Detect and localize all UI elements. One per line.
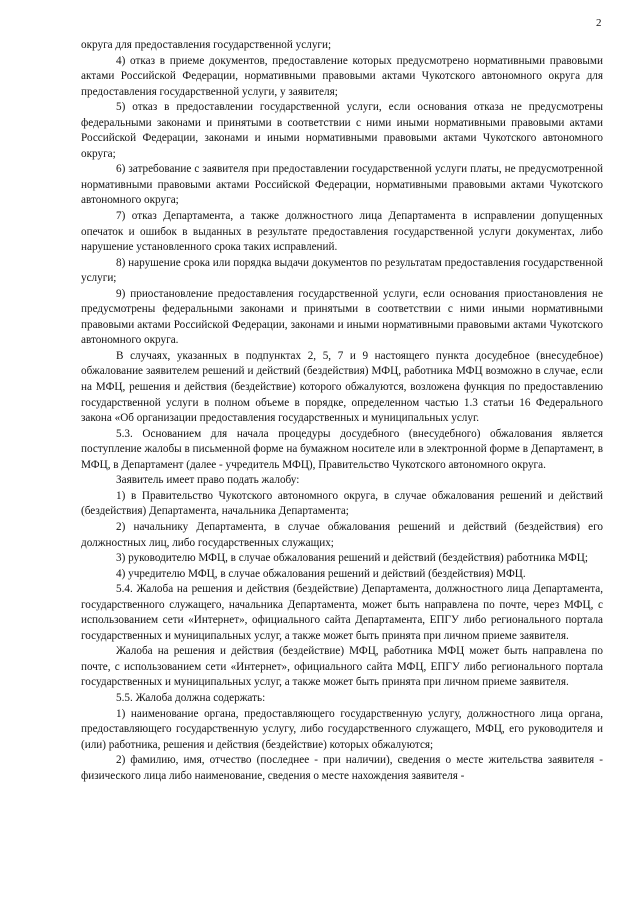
paragraph-item-4: 4) отказ в приеме документов, предоставление которых предусмотрено нормативными правовыми актами Российской Федерации, нормативными правовыми актами Чукотского автономного округа для предоставления государственной услуги, у заявителя; bbox=[81, 54, 603, 98]
document-body bbox=[81, 38, 603, 784]
page-number: 2 bbox=[596, 17, 602, 29]
paragraph-item-7: 7) отказ Департамента, а также должностного лица Департамента в исправлении допущенных опечаток и ошибок в выданных в результате предоставления государственной услуги документах, либо нарушение установленного срока таких исправлений. bbox=[81, 210, 603, 254]
paragraph-section-5-5: 5.5. Жалоба должна содержать: bbox=[116, 691, 266, 704]
paragraph-item-5: 5) отказ в предоставлении государственной услуги, если основания отказа не предусмотрены федеральными законами и принятыми в соответствии с ними иными нормативными правовыми актами Российской Федерации, законами и иными нормативными правовыми актами Чукотского автономного округа; bbox=[81, 101, 603, 160]
paragraph-complaint-target-1: 1) в Правительство Чукотского автономного округа, в случае обжалования решений и действий (бездействия) Департамента, начальника Департамента; bbox=[81, 489, 603, 518]
paragraph-continuation: округа для предоставления государственной услуги; bbox=[81, 39, 332, 51]
paragraph-item-8: 8) нарушение срока или порядка выдачи документов по результатам предоставления государственной услуги; bbox=[81, 256, 603, 285]
paragraph-complaint-target-4: 4) учредителю МФЦ, в случае обжалования решений и действий (бездействия) МФЦ. bbox=[116, 567, 526, 580]
paragraph-section-5-4: 5.4. Жалоба на решения и действия (бездействие) Департамента, должностного лица Департамента, государственного служащего, начальника Департамента, может быть направлена по почте, через МФЦ, с использованием сети «Интернет», официального сайта Департамента, ЕПГУ либо регионального портала государственных и муниципальных услуг, а также может быть принята при личном приеме заявителя. bbox=[81, 583, 603, 642]
paragraph-complaint-target-2: 2) начальнику Департамента, в случае обжалования решений и действий (бездействия) его должностных лиц, либо государственных служащих; bbox=[81, 520, 603, 549]
paragraph-complaint-target-3: 3) руководителю МФЦ, в случае обжалования решений и действий (бездействия) работника МФЦ; bbox=[116, 552, 588, 565]
paragraph-item-9: 9) приостановление предоставления государственной услуги, если основания приостановления не предусмотрены федеральными законами и принятыми в соответствии с ними иными нормативными правовыми актами Российской Федерации, законами и иными нормативными правовыми актами Чукотского автономного округа. bbox=[81, 287, 603, 347]
paragraph-section-5-3: 5.3. Основанием для начала процедуры досудебного (внесудебного) обжалования является поступление жалобы в письменной форме на бумажном носителе или в электронной форме в Департамент, в МФЦ, в Департамент (далее - учредитель МФЦ), Правительство Чукотского автономного округа. bbox=[81, 427, 603, 471]
paragraph-content-item-2: 2) фамилию, имя, отчество (последнее - при наличии), сведения о месте жительства заявителя - физического лица либо наименование, сведения о месте нахождения заявителя - bbox=[81, 754, 603, 782]
paragraph-mfc-cases: В случаях, указанных в подпунктах 2, 5, 7 и 9 настоящего пункта досудебное (внесудебное) обжалование заявителем решений и действий (бездействия) МФЦ, работника МФЦ возможно в случае, если на МФЦ, решения и действия (бездействие) которого обжалуются, возложена функция по предоставлению государственной услуги в полном объеме в порядке, определенном частью 1.3 статьи 16 Федерального закона «Об организации предоставления государственных и муниципальных услуг. bbox=[81, 349, 603, 425]
paragraph-mfc-complaint: Жалоба на решения и действия (бездействие) МФЦ, работника МФЦ может быть направлена по почте, с использованием сети «Интернет», официального сайта МФЦ, ЕПГУ либо регионального портала государственных и муниципальных услуг, а также может быть принята при личном приеме заявителя. bbox=[81, 645, 603, 689]
paragraph-item-6: 6) затребование с заявителя при предоставлении государственной услуги платы, не предусмотренной нормативными правовыми актами Российской Федерации, нормативными правовыми актами Чукотского автономного округа; bbox=[81, 163, 603, 207]
paragraph-right-to-complain: Заявитель имеет право подать жалобу: bbox=[116, 474, 300, 487]
paragraph-content-item-1: 1) наименование органа, предоставляющего государственную услугу, должностного лица органа, предоставляющего государственную услугу, либо государственного служащего, МФЦ, его руководителя и (или) работника, решения и действия (бездействие) которых обжалуются; bbox=[81, 707, 603, 751]
